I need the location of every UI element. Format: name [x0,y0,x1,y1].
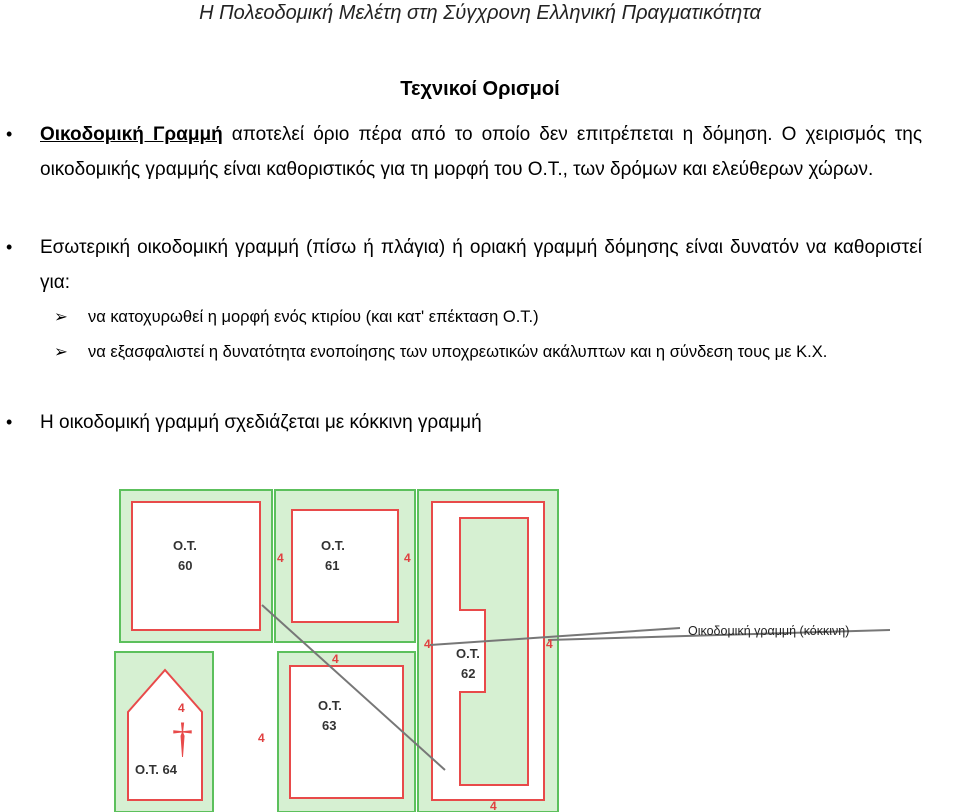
dimension-label: 4 [546,637,553,651]
section-title: Τεχνικοί Ορισμοί [400,78,560,100]
dimension-label: 4 [178,701,185,715]
lot-label: Ο.Τ. [318,698,342,713]
subitem-building-form [54,303,960,332]
lot-61-interior [292,510,398,622]
bullet-text: Εσωτερική οικοδομική γραμμή (πίσω ή πλάγια) ή οριακή γραμμή δόμησης είναι δυνατόν να καθοριστεί για: [40,237,922,293]
bullet-red-line [40,405,922,440]
bullet-building-line-definition [40,117,922,187]
lot-label: 61 [325,558,340,573]
bullet-internal-building-line [40,230,922,300]
dimension-label: 4 [404,551,411,565]
bullet-text: αποτελεί όριο πέρα από το οποίο δεν επιτρέπεται η δόμηση. Ο χειρισμός της οικοδομικής γραμμής είναι καθοριστικός για τη μορφή του Ο.Τ., των δρόμων και ελεύθερων χώρων. [40,124,922,180]
document-header: Η Πολεοδομική Μελέτη στη Σύγχρονη Ελληνική Πραγματικότητα [199,2,761,24]
lot-label: 62 [461,666,476,681]
dimension-label: 4 [490,799,497,812]
lot-label: 60 [178,558,193,573]
bullet-text: Η οικοδομική γραμμή σχεδιάζεται με κόκκινη γραμμή [40,412,482,433]
dimension-label: 4 [424,637,431,651]
lot-label: Ο.Τ. [173,538,197,553]
lot-label: Ο.Τ. [456,646,480,661]
subitem-text: να εξασφαλιστεί η δυνατότητα ενοποίησης των υποχρεωτικών ακάλυπτων και η σύνδεση τους με Κ.Χ. [88,343,828,361]
arrow-bullet-icon: ➢ [54,308,68,326]
lot-label: Ο.Τ. [321,538,345,553]
dimension-label: 4 [332,652,339,666]
subitem-text: να κατοχυρωθεί η μορφή ενός κτιρίου (και κατ' επέκταση Ο.Τ.) [88,308,539,326]
lot-label: Ο.Τ. 64 [135,762,177,777]
arrow-bullet-icon: ➢ [54,343,68,361]
term-building-line: Οικοδομική Γραμμή [40,124,223,145]
lot-60-interior [132,502,260,630]
block-diagram [0,470,960,812]
lot-63-interior [290,666,403,798]
lot-label: 63 [322,718,337,733]
subitem-open-spaces [54,338,960,367]
dimension-label: 4 [258,731,265,745]
dimension-label: 4 [277,551,284,565]
cross-icon: † [172,716,193,762]
legend-label: Οικοδομική γραμμή (κόκκινη) [688,624,850,638]
